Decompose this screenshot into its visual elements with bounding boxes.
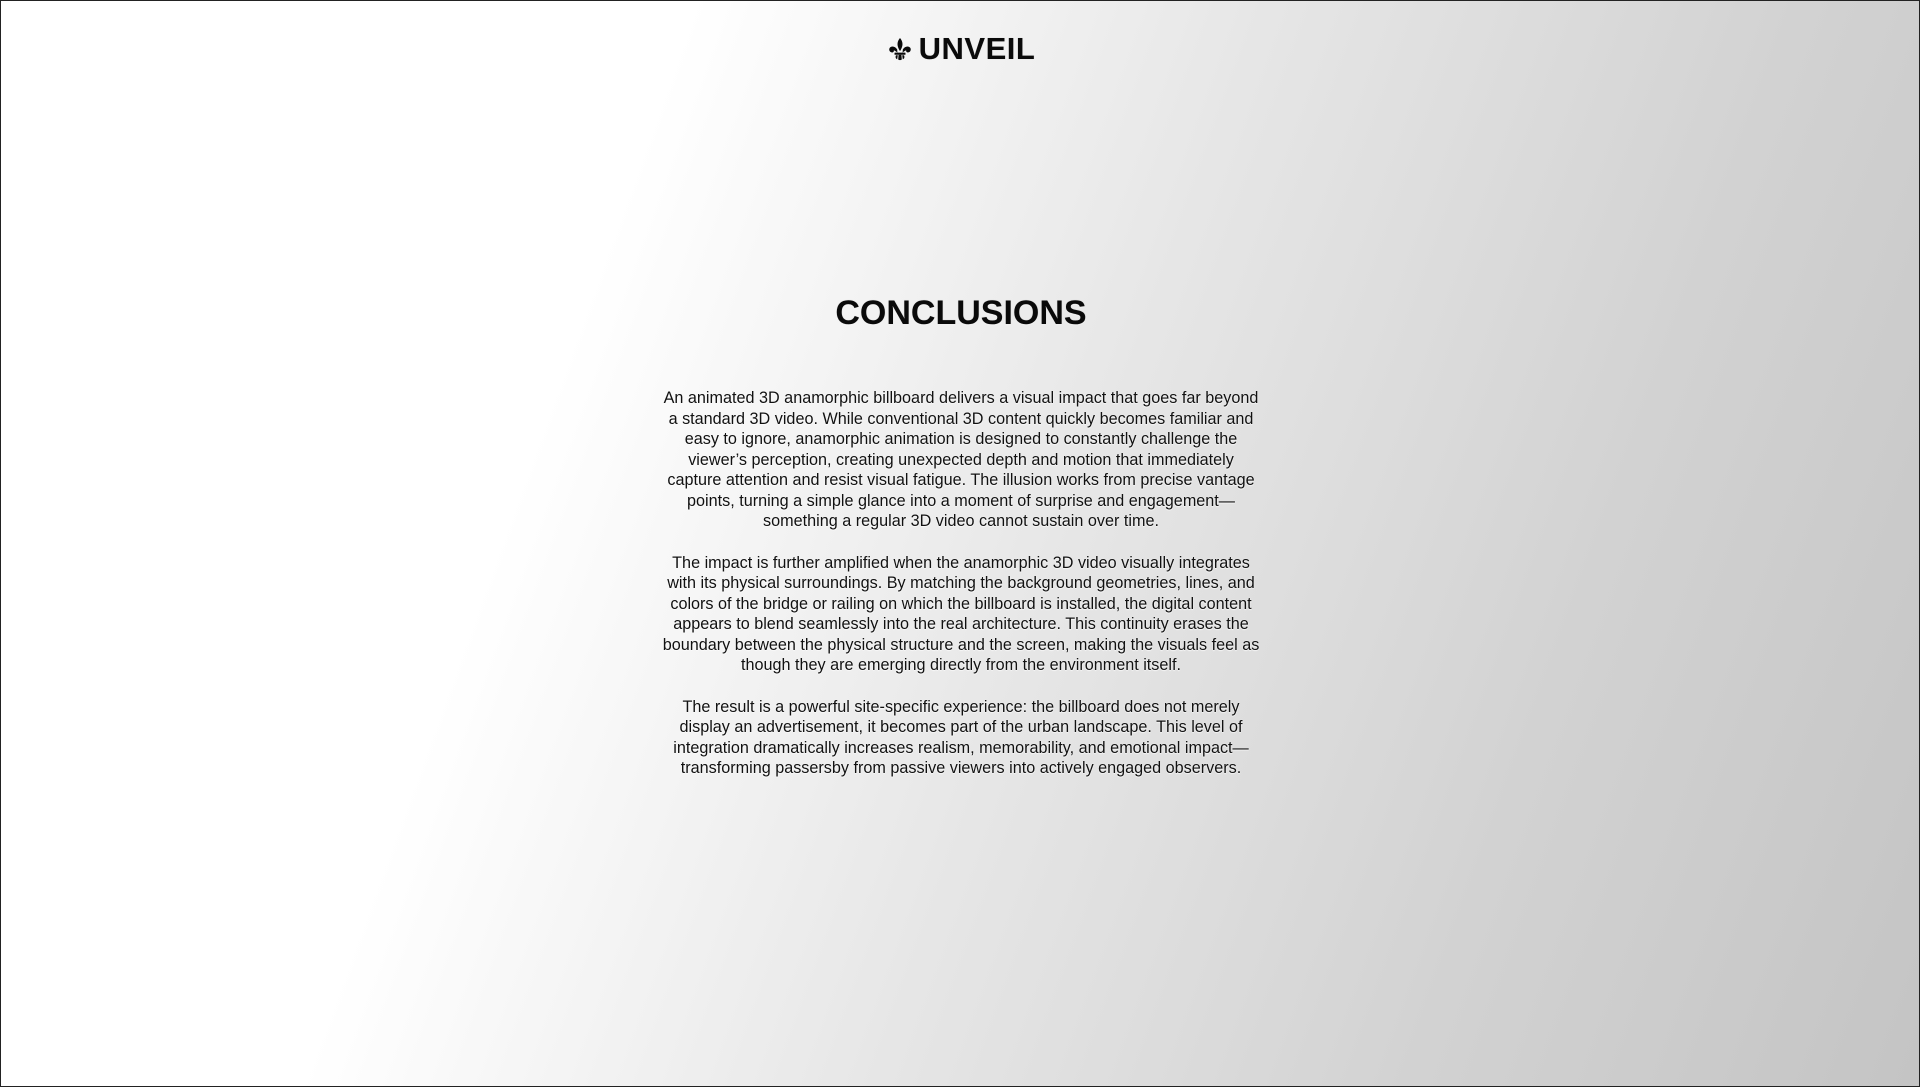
fleur-de-lis-icon (887, 36, 913, 62)
page-title: CONCLUSIONS (835, 294, 1087, 332)
paragraph-2: The impact is further amplified when the anamorphic 3D video visually integrates with its physical surroundings. By matching the background geometries, lines, and colors of the bridge or railing on which the billboard is installed, the digital content appears to blend seamlessly into the real architecture. This continuity erases the boundary between the physical structure and the screen, making the visuals feel as though they are emerging directly from the environment itself. (662, 553, 1260, 674)
paragraph-3: The result is a powerful site-specific experience: the billboard does not merely display an advertisement, it becomes part of the urban landscape. This level of integration dramatically increases realism, memorability, and emotional impact—transforming passersby from passive viewers into actively engaged observers. (673, 697, 1249, 777)
conclusions-text (661, 388, 1261, 800)
brand-header (1, 31, 1920, 67)
brand-name: UNVEIL (918, 31, 1036, 66)
paragraph-1: An animated 3D anamorphic billboard delivers a visual impact that goes far beyond a standard 3D video. While conventional 3D content quickly becomes familiar and easy to ignore, anamorphic animation is designed to constantly challenge the viewer’s perception, creating unexpected depth and motion that immediately capture attention and resist visual fatigue. The illusion works from precise vantage points, turning a simple glance into a moment of surprise and engagement—something a regular 3D video cannot sustain over time. (663, 389, 1259, 530)
